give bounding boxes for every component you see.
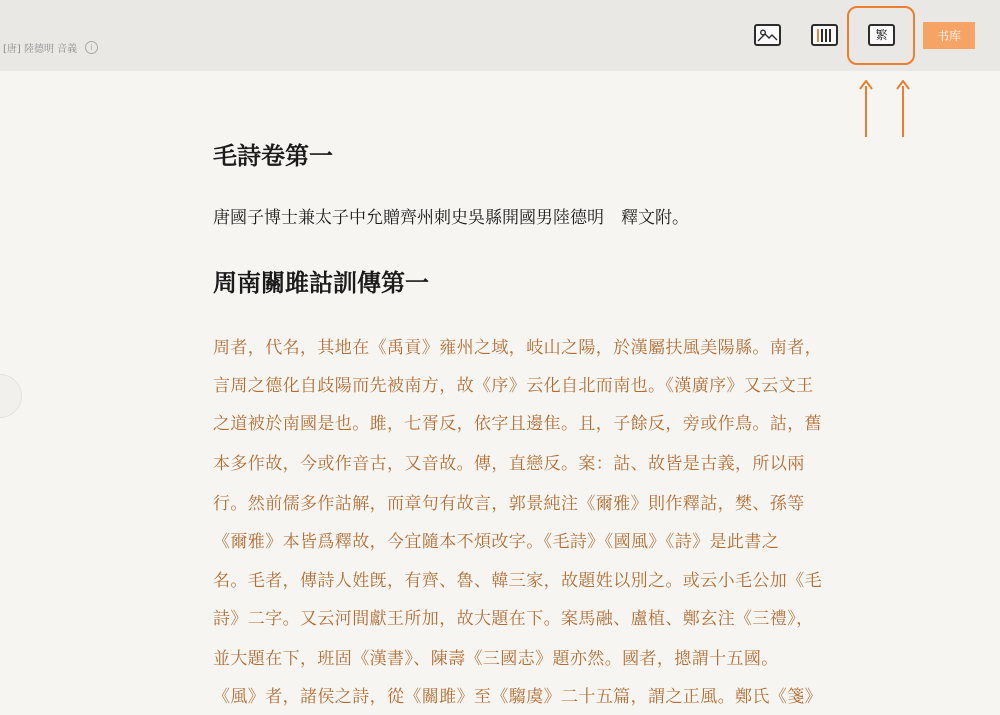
note-line: 名。毛者，傳詩人姓旣，有齊、魯、韓三家，故題姓以別之。或云小毛公加《毛 — [213, 571, 822, 591]
byline: 唐國子博士兼太子中允贈齊州刺史吳縣開國男陸德明 釋文附。 — [213, 208, 689, 228]
book-meta-text: [唐] 陸德明 音義 — [3, 44, 78, 55]
arrow-up-icon — [859, 80, 873, 138]
note-line: 之道被於南國是也。雎，七胥反，依字且邊隹。且，子餘反，旁或作鳥。詁，舊 — [213, 414, 822, 434]
book-meta — [3, 40, 98, 55]
volume-title: 毛詩卷第一 — [213, 141, 333, 170]
chapter-title: 周南關雎詁訓傳第一 — [213, 268, 429, 297]
note-line: 行。然前儒多作詁解，而章句有故言，郭景純注《爾雅》則作釋詁，樊、孫等 — [213, 494, 805, 514]
note-line: 本多作故，今或作音古，又音故。傳，直戀反。案：詁、故皆是古義，所以兩 — [213, 454, 805, 474]
arrow-up-icon — [896, 80, 910, 138]
top-bar — [0, 0, 1000, 71]
note-line: 《風》者，諸侯之詩，從《關雎》至《騶虞》二十五篇，謂之正風。鄭氏《箋》 — [213, 687, 822, 707]
note-line: 周者，代名，其地在《禹貢》雍州之域，岐山之陽，於漢屬扶風美陽縣。南者， — [213, 338, 822, 358]
traditional-chinese-icon: 繁 — [875, 28, 888, 42]
image-button[interactable] — [754, 24, 781, 46]
library-button[interactable]: 书库 — [923, 22, 975, 49]
info-icon[interactable]: i — [85, 41, 98, 54]
highlight-box — [847, 6, 915, 65]
note-line: 並大題在下，班固《漢書》、陳壽《三國志》題亦然。國者，摠謂十五國。 — [213, 649, 779, 669]
note-line: 言周之德化自歧陽而先被南方，故《序》云化自北而南也。《漢廣序》又云文王 — [213, 376, 814, 396]
columns-icon — [815, 28, 834, 43]
note-line: 《爾雅》本皆爲釋故，今宜隨本不煩改字。《毛詩》《國風》《詩》是此書之 — [213, 532, 780, 552]
note-line: 詩》二字。又云河間獻王所加，故大題在下。案馬融、盧植、鄭玄注《三禮》， — [213, 609, 814, 629]
side-panel-toggle[interactable] — [0, 374, 22, 418]
layout-button[interactable] — [811, 24, 838, 46]
image-icon — [757, 28, 778, 42]
